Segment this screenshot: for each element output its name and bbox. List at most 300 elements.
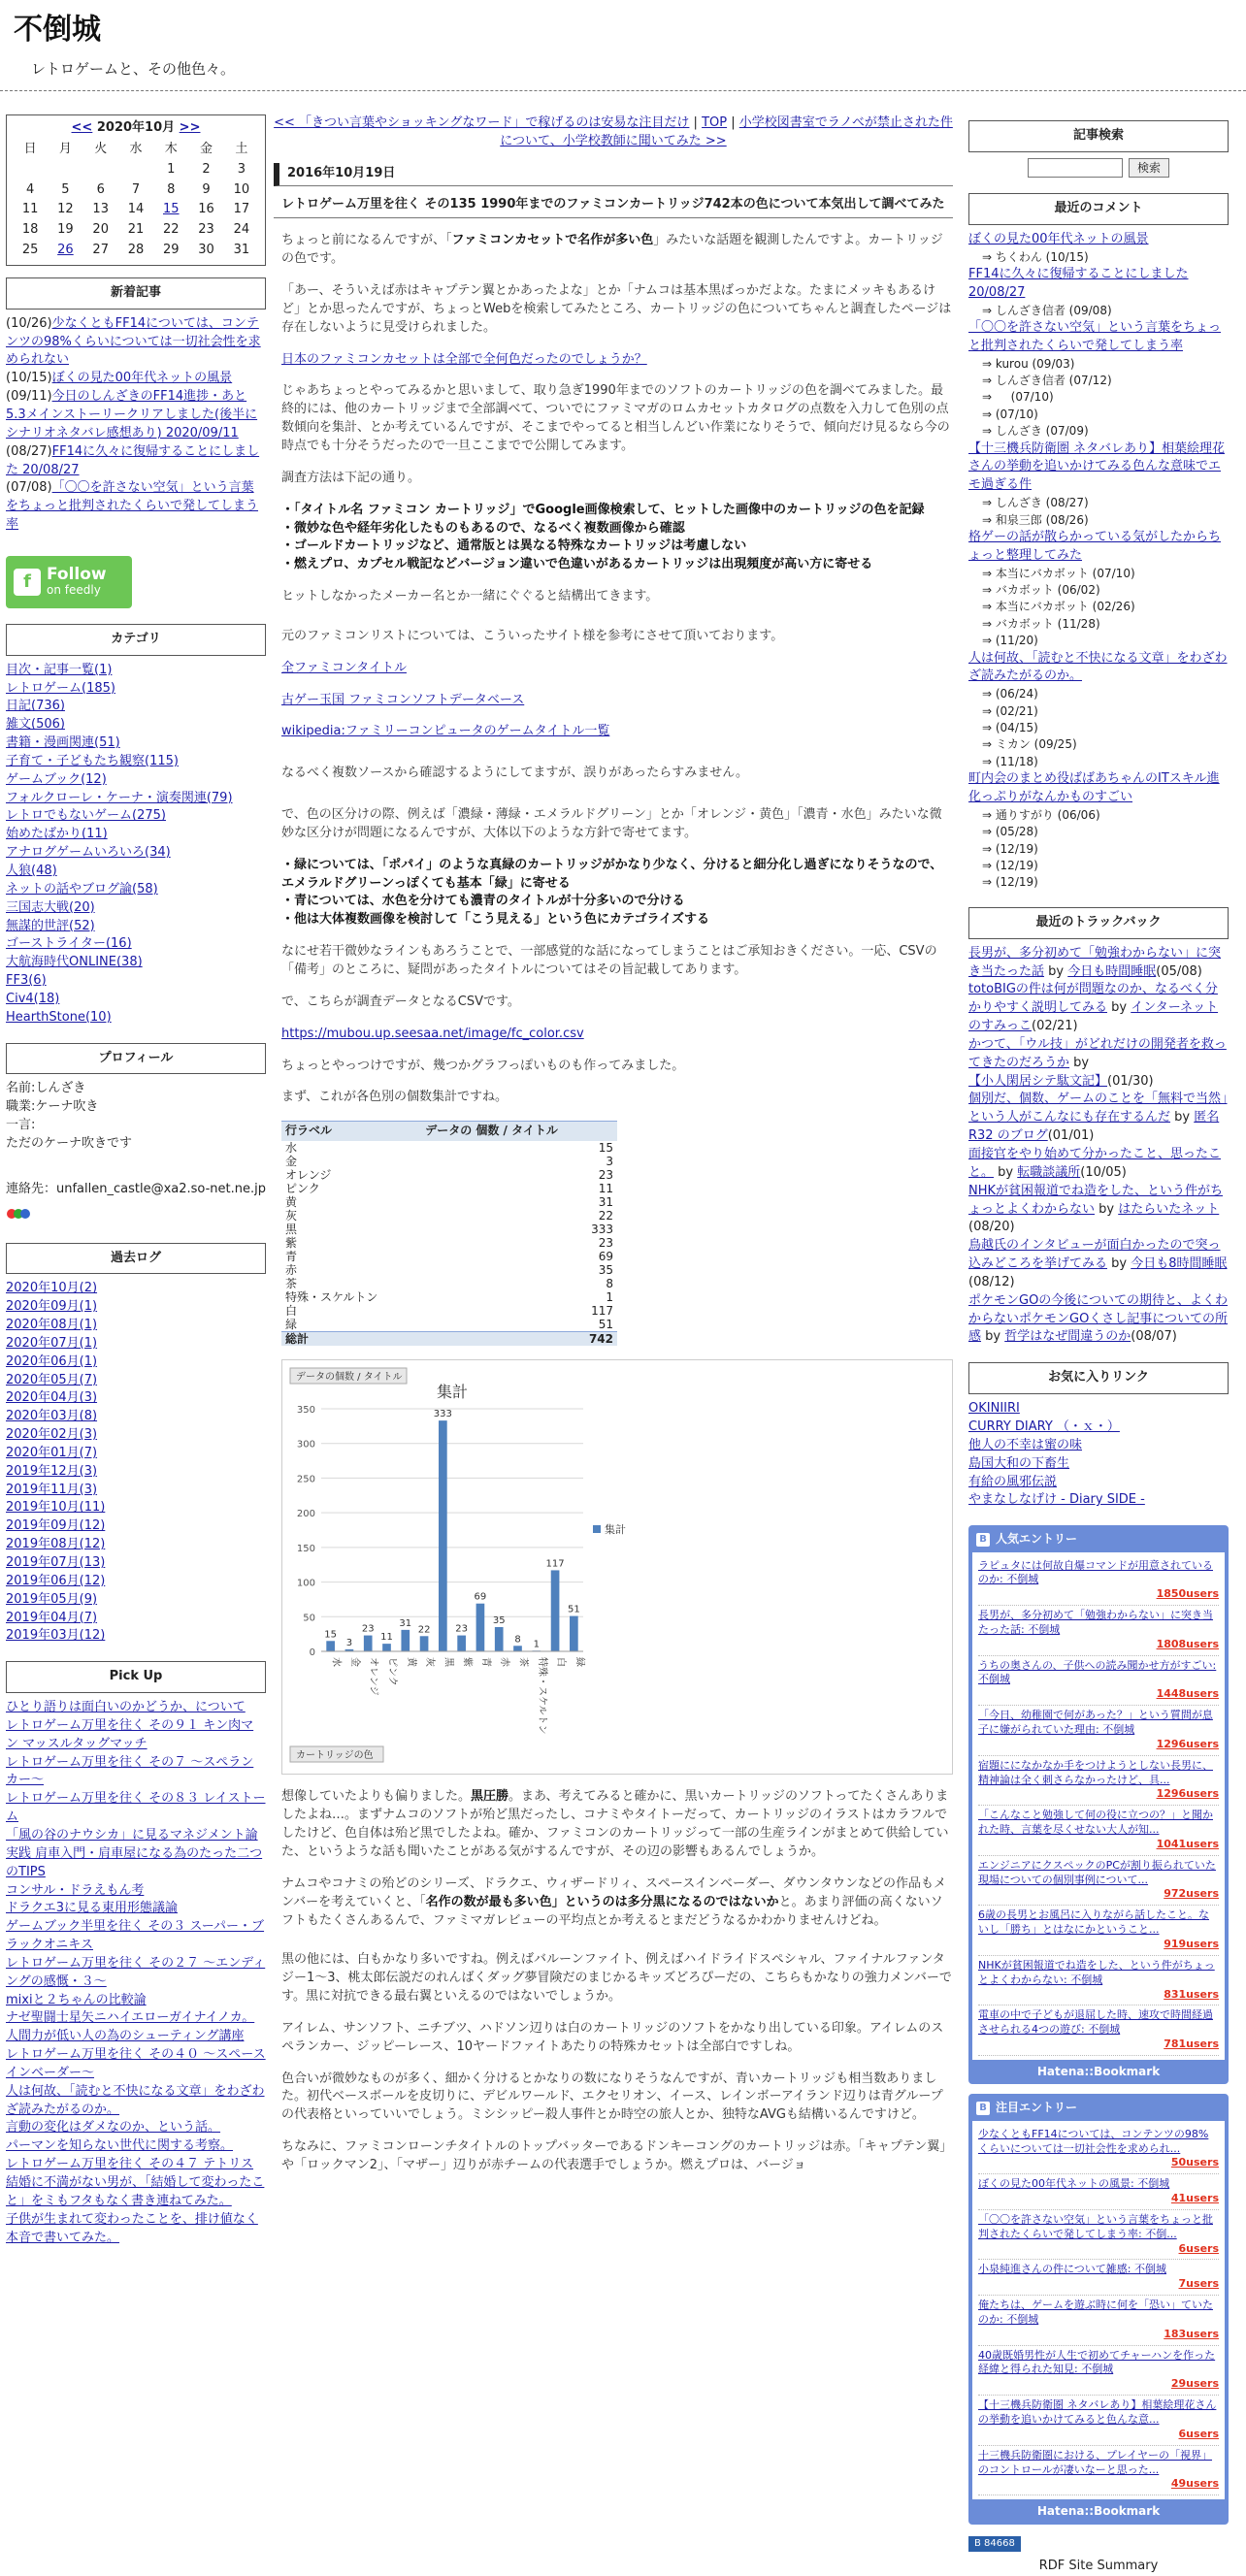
table-row <box>281 1263 617 1277</box>
category-link[interactable]: HearthStone(10) <box>6 1009 112 1025</box>
chart-x-tick: 茶 <box>517 1656 529 1667</box>
category-link[interactable]: 日記(736) <box>6 699 65 714</box>
list-item <box>6 771 266 790</box>
pickup-link[interactable]: レトロゲーム万里を往く その７ ～スペランカー～ <box>6 1754 254 1788</box>
calendar-day: 23 <box>198 222 214 238</box>
trackback-item <box>968 1091 1229 1146</box>
hatena-entry-link[interactable]: 「今日、幼稚園で何があった？」という質問が息子に嫌がられていた理由: 不倒城 <box>978 1709 1213 1737</box>
table-row <box>281 1236 617 1250</box>
calendar-day: 5 <box>61 181 70 197</box>
category-link[interactable]: 無謀的世評(52) <box>6 918 95 933</box>
hatena-entry-link[interactable]: 長男が、多分初めて「勉強わからない」に突き当たった話: 不倒城 <box>978 1609 1213 1636</box>
hatena-users-count[interactable]: 919users <box>1164 1937 1219 1950</box>
archive-link[interactable]: 2020年01月(7) <box>6 1445 98 1460</box>
bullet-line: ・燃えプロ、カプセル戦記などバージョン違いで色違いがあるカートリッジは出現頻度が高い方に寄せる <box>281 557 873 572</box>
pickup-link[interactable]: mixiと２ちゃんの比較論 <box>6 1992 147 2007</box>
hatena-users-count[interactable]: 1296users <box>1156 1787 1219 1801</box>
category-link[interactable]: 目次・記事一覧(1) <box>6 662 113 677</box>
comment-post-link[interactable]: FF14に久々に復帰することにしました 20/08/27 <box>968 266 1189 300</box>
chart-legend-swatch <box>593 1525 601 1533</box>
blog-badge-icon[interactable] <box>6 1207 266 1227</box>
chart-data-label: 333 <box>433 1408 452 1419</box>
list-item <box>6 2174 266 2211</box>
hatena-users-count[interactable]: 183users <box>1164 2327 1219 2340</box>
comment-entry[interactable]: ⇒ ちくわん (10/15) <box>982 249 1089 264</box>
trackback-source-link[interactable]: インターネットのすみっこ <box>968 1000 1219 1034</box>
comment-post-link[interactable]: 「〇〇を許さない空気」という言葉をちょっと批判されたくらいで発してしまう率 <box>968 320 1222 353</box>
calendar-day: 25 <box>21 243 39 258</box>
trackback-source-link[interactable]: 哲学はなぜ間違うのか <box>1004 1329 1131 1345</box>
trackback-by: by <box>1069 1055 1090 1070</box>
bookmark-counter[interactable]: B 84668 <box>968 2536 1021 2553</box>
pivot-label: 白 <box>285 1303 298 1318</box>
hatena-entry-link[interactable]: エンジニアにクスペックのPCが割り振られていた現場についての個別事例について... <box>978 1858 1216 1886</box>
comment-entry[interactable]: ⇒ (05/28) <box>982 825 1038 839</box>
archive-link[interactable]: 2019年07月(13) <box>6 1555 106 1570</box>
hatena-entry-link[interactable]: 6歳の長男とお風呂に入りながら話したこと。ないし「勝ち」とはなにかということ... <box>978 1908 1209 1937</box>
archive-link[interactable]: 2020年09月(1) <box>6 1299 98 1315</box>
calendar-day <box>13 160 48 180</box>
hatena-users-count[interactable]: 1448users <box>1156 1687 1219 1701</box>
category-link[interactable]: ゲームブック(12) <box>6 771 107 787</box>
comment-entry[interactable]: ⇒ 本当にバカボット (02/26) <box>982 600 1135 614</box>
pickup-link[interactable]: ドラクエ3に見る東用形態議論 <box>6 1901 179 1916</box>
question-link[interactable]: 日本のファミコンカセットは全部で全何色だったのでしょうか？ <box>281 351 647 367</box>
trackback-by: by <box>1107 1256 1131 1272</box>
pickup-link[interactable]: 子供が生まれて変わったことを、排け値なく本音で書いてみた。 <box>6 2211 258 2245</box>
category-link[interactable]: レトロゲーム(185) <box>6 680 115 696</box>
main-content <box>274 114 953 2189</box>
favorites-box <box>968 1362 1229 1510</box>
pivot-value: 35 <box>598 1262 613 1277</box>
hatena-entry-link[interactable]: ぼくの見た00年代ネットの風景: 不倒城 <box>978 2177 1170 2191</box>
pivot-label: 赤 <box>285 1262 298 1277</box>
hatena-entry <box>978 2446 1219 2496</box>
pickup-link[interactable]: 「風の谷のナウシカ」に見るマネジメント論 <box>6 1827 258 1842</box>
pivot-label: 特殊・スケルトン <box>285 1289 378 1304</box>
comment-entry[interactable]: ⇒ (11/18) <box>982 754 1038 768</box>
trackback-source-link[interactable]: はたらいたネット <box>1118 1201 1220 1217</box>
hatena-entry-link[interactable]: 「〇〇を許さない空気」という言葉をちょっと批判されたくらいで発してしまう率: 不倒... <box>978 2212 1213 2240</box>
calendar-weekday: 土 <box>235 141 248 156</box>
comment-group <box>968 529 1229 650</box>
comment-entry[interactable]: ⇒ (07/10) <box>982 407 1038 421</box>
chart-x-tick: 白 <box>555 1656 567 1667</box>
hatena-users-count[interactable]: 7users <box>1178 2277 1219 2291</box>
new-post-link[interactable]: 「〇〇を許さない空気」という言葉をちょっと批判されたくらいで発してしまう率 <box>6 480 259 533</box>
calendar-header <box>13 119 259 138</box>
hatena-users-count[interactable]: 41users <box>1170 2192 1219 2205</box>
list-item <box>6 2009 266 2028</box>
list-item <box>6 954 266 972</box>
archive-link[interactable]: 2019年09月(12) <box>6 1518 106 1534</box>
comment-post-link[interactable]: 格ゲーの話が散らかっている気がしたからちょっと整理してみた <box>968 529 1222 563</box>
trackback-source-link[interactable]: 転職談議所 <box>1017 1164 1081 1180</box>
chart-data-label: 22 <box>417 1623 431 1635</box>
next-post-link[interactable]: 小学校図書室でラノベが禁止された件について、小学校教師に聞いてみた >> <box>500 115 953 148</box>
chart-y-tick: 50 <box>303 1612 315 1623</box>
favorite-link[interactable]: 他人の不幸は蜜の味 <box>968 1437 1083 1452</box>
hatena-users-count[interactable]: 972users <box>1164 1887 1219 1901</box>
pivot-value: 23 <box>598 1167 613 1182</box>
post-paragraph: ナムコやコナミの殆どのシリーズ、ドラクエ、ウィザードリィ、スペースインベーダー、ダウンタウンなどの作品もメンバーを考えていくと、「名作の数が最も多い色」というのは多分黒になるのではないかと。あまり評価の高くないソフトもたくさんあるんで、ファミマガレビューの平均点とか考えるとまだどうなるかわかりませんけどね。 <box>281 1875 946 1928</box>
pickup-link[interactable]: レトロゲーム万里を往く その４０ ～スペースインベーダー～ <box>6 2047 266 2080</box>
hatena-users-count[interactable]: 29users <box>1170 2377 1219 2391</box>
comment-entry[interactable]: ⇒ (07/10) <box>982 390 1054 405</box>
comment-entry[interactable]: ⇒ しんざき (08/27) <box>982 496 1089 510</box>
comment-entry[interactable]: ⇒ (12/19) <box>982 841 1038 856</box>
trackback-link[interactable]: totoBIGの件は何が問題なのか、なるべく分かりやすく説明してみる <box>968 982 1218 1016</box>
calendar-weekday: 水 <box>129 141 143 156</box>
trackback-link[interactable]: 個別だ、個数、ゲームのことを「無料で当然」という人がこんなにも存在するんだ <box>968 1092 1228 1125</box>
bullet-line: ・微妙な色や経年劣化したものもあるので、なるべく複数画像から確認 <box>281 520 685 536</box>
hatena-entry-link[interactable]: 宿題にになかなか手をつけようとしない長男に、精神論は全く刺さらなかったけど、具... <box>978 1758 1213 1786</box>
list-item <box>6 1992 266 2010</box>
category-link[interactable]: レトロでもないゲーム(275) <box>6 808 166 824</box>
category-link[interactable]: ゴーストライター(16) <box>6 936 132 952</box>
category-link[interactable]: FF3(6) <box>6 973 47 989</box>
post-title: レトロゲーム万里を往く その135 1990年までのファミコンカートリッジ742本の色について本気出して調べてみた <box>274 196 953 219</box>
new-posts-title: 新着記事 <box>6 277 266 310</box>
archive-link[interactable]: 2020年03月(8) <box>6 1409 98 1424</box>
trackback-item <box>968 981 1229 1036</box>
pickup-link[interactable]: レトロゲーム万里を往く その２７ ～エンディングの感慨・３～ <box>6 1955 266 1989</box>
category-link[interactable]: Civ4(18) <box>6 991 60 1006</box>
calendar-day: 29 <box>162 243 180 258</box>
category-link[interactable]: 子育て・子どもたち観察(115) <box>6 753 179 768</box>
list-item <box>6 2119 266 2137</box>
list-item <box>6 2156 266 2174</box>
new-post-item <box>6 370 266 388</box>
trackback-by: by <box>1095 1201 1119 1217</box>
comment-entry[interactable]: ⇒ kurou (09/03) <box>982 356 1075 371</box>
list-item <box>6 1573 266 1591</box>
top-link[interactable]: TOP <box>702 115 728 130</box>
pickup-link[interactable]: パーマンを知らない世代に関する考察。 <box>6 2138 234 2154</box>
calendar-day: 13 <box>92 202 109 217</box>
category-link[interactable]: 書籍・漫画関連(51) <box>6 735 120 751</box>
chart-bar <box>401 1629 410 1650</box>
profile-word-label: 一言: <box>6 1118 36 1133</box>
archive-link[interactable]: 2019年05月(9) <box>6 1591 98 1607</box>
pickup-link[interactable]: ナゼ聖闘士星矢ニハイエローガイナイノカ。 <box>6 2010 255 2026</box>
trackback-source-link[interactable]: 匿名 R32 のブログ <box>968 1110 1220 1144</box>
favorite-link[interactable]: 有給の風邪伝説 <box>968 1474 1058 1489</box>
chart-x-tick: 赤 <box>499 1656 510 1667</box>
trackback-source-link[interactable]: 今日も8時間睡眠 <box>1131 1256 1228 1272</box>
pivot-header-value: データの 個数 / タイトル <box>421 1122 617 1141</box>
hatena-entry <box>978 1606 1219 1656</box>
archive-link[interactable]: 2019年03月(12) <box>6 1628 106 1644</box>
hatena-users-count[interactable]: 781users <box>1164 2038 1219 2051</box>
list-item <box>968 1491 1229 1510</box>
calendar-day-link[interactable]: 26 <box>57 243 74 258</box>
hatena-footer[interactable]: Hatena::Bookmark <box>1036 2064 1161 2078</box>
calendar-week <box>13 220 259 241</box>
category-link[interactable]: 三国志大戦(20) <box>6 899 95 915</box>
trackback-item <box>968 945 1229 982</box>
comment-entry[interactable]: ⇒ しんざき (07/09) <box>982 424 1089 439</box>
list-item <box>6 1482 266 1500</box>
archive-link[interactable]: 2020年02月(3) <box>6 1427 98 1443</box>
trackback-by: by <box>1044 963 1068 979</box>
pivot-value: 22 <box>598 1208 613 1223</box>
category-link[interactable]: 大航海時代ONLINE(38) <box>6 955 143 970</box>
comment-entry[interactable]: ⇒ バカボット (06/02) <box>982 583 1100 598</box>
calendar-weekday: 木 <box>164 141 178 156</box>
list-item <box>6 918 266 936</box>
category-link[interactable]: 始めたばかり(11) <box>6 827 108 842</box>
post-paragraph: ちなみに、ファミコンローンチタイトルのトップバッターであるドンキーコングのカートリッジは赤。「キャプテン翼」や「ロックマン2」、「マザー」辺りが赤チームの代表選手でしょうか。燃えプロは、バージョ <box>281 2139 953 2172</box>
hatena-entry <box>978 2346 1219 2397</box>
pickup-link[interactable]: 人は何故、「読むと不快になる文章」をわざわざ読みたがるのか。 <box>6 2083 265 2117</box>
post-paragraph: 黒の他には、白もかなり多いですね。例えばバルーンファイト、例えばハイドライドスペシャル、ファイナルファンタジー1～3、桃太郎伝説だのれんばくダッグ夢冒険だのまじかるキッズどろぴーだの、こちらもかなりの強力メンバーです。黒に対抗できる最右翼といえるのではないでしょうか。 <box>281 1952 952 2005</box>
category-link[interactable]: アナログゲームいろいろ(34) <box>6 845 171 861</box>
pivot-label: オレンジ <box>285 1167 332 1182</box>
hatena-notable-title: 注目エントリー <box>996 2101 1078 2115</box>
chart-y-tick: 250 <box>296 1474 315 1485</box>
list-item <box>6 1536 266 1554</box>
profile-title: プロフィール <box>6 1043 266 1075</box>
pickup-link[interactable]: ゲームブック半里を往く その３ スーパー・ブラックオニキス <box>6 1919 265 1953</box>
hatena-entry-link[interactable]: 少なくともFF14については、コンテンツの98%くらいについては一切社会性を求められ... <box>978 2127 1209 2155</box>
comment-post-link[interactable]: 人は何故、「読むと不快になる文章」をわざわざ読みたがるのか。 <box>968 650 1228 684</box>
new-post-link[interactable]: 今日のしんざきのFF14進捗・あと5.3メインストーリークリアしました(後半にシナリオネタバレ感想あり) 2020/09/11 <box>6 389 258 440</box>
hatena-users-count[interactable]: 1808users <box>1156 1637 1219 1650</box>
list-item <box>6 2211 266 2248</box>
hatena-entry-link[interactable]: 40歳既婚男性が人生で初めてチャーハンを作った経緯と得られた知見: 不倒城 <box>978 2348 1216 2376</box>
calendar-next-link[interactable]: >> <box>179 120 201 135</box>
comment-entry[interactable]: ⇒ 和泉三郎 (08/26) <box>982 512 1089 527</box>
category-link[interactable]: 人狼(48) <box>6 864 57 878</box>
archive-link[interactable]: 2020年08月(1) <box>6 1318 98 1333</box>
comment-entry[interactable]: ⇒ (12/19) <box>982 875 1038 890</box>
pivot-label: 緑 <box>285 1317 298 1331</box>
hatena-popular-widget <box>968 1525 1229 2084</box>
comment-post-link[interactable]: 【十三機兵防衛圏 ネタバレあり】相葉絵理花さんの挙動を追いかけてみる色んな意味でエモ過ぎる件 <box>968 440 1226 493</box>
new-post-date: (10/15) <box>6 371 52 386</box>
hatena-users-count[interactable]: 1850users <box>1156 1587 1219 1601</box>
hatena-entry-link[interactable]: うちの奥さんの、子供への読み聞かせ方がすごい: 不倒城 <box>978 1658 1217 1686</box>
comment-post-link[interactable]: 町内会のまとめ役ばばあちゃんのITスキル進化っぷりがなんかものすごい <box>968 771 1220 805</box>
hatena-users-count[interactable]: 1041users <box>1156 1837 1219 1850</box>
method-intro: 調査方法は下記の通り。 <box>281 470 421 485</box>
trackback-link[interactable]: NHKが貧困報道でね造をした、という件がちょっとよくわからない <box>968 1183 1224 1217</box>
calendar-day: 10 <box>233 181 250 197</box>
pickup-link[interactable]: レトロゲーム万里を往く その４７ テトリス <box>6 2157 254 2172</box>
feedly-sublabel: on feedly <box>47 583 101 598</box>
feedly-follow-button[interactable] <box>6 556 132 608</box>
comment-entry[interactable]: ⇒ しんざき信者 (07/12) <box>982 374 1112 388</box>
archive-link[interactable]: 2020年07月(1) <box>6 1335 98 1351</box>
chart-x-tick: 紫 <box>461 1656 473 1667</box>
archive-link[interactable]: 2020年04月(3) <box>6 1390 98 1406</box>
new-post-link[interactable]: ぼくの見た00年代ネットの風景 <box>51 371 233 386</box>
new-post-link[interactable]: FF14に久々に復帰することにしました 20/08/27 <box>6 443 260 477</box>
archive-link[interactable]: 2019年11月(3) <box>6 1482 98 1497</box>
site-title[interactable]: 不倒城 <box>14 13 101 47</box>
chart-x-tick: 緑 <box>574 1656 585 1667</box>
chart-bar <box>420 1636 429 1651</box>
pivot-value: 51 <box>598 1317 613 1331</box>
new-post-item <box>6 443 266 480</box>
hatena-entry-link[interactable]: 電車の中で子どもが退屈した時、速攻で時間経過させられる4つの遊び: 不倒城 <box>978 2008 1213 2037</box>
pickup-link[interactable]: 人間力が低い人の為のシューティング講座 <box>6 2029 245 2044</box>
pickup-link[interactable]: コンサル・ドラえもん考 <box>6 1882 145 1898</box>
archive-link[interactable]: 2020年06月(1) <box>6 1353 98 1369</box>
calendar-prev-link[interactable]: << <box>71 120 93 135</box>
post-paragraph: で、色の区分けの際、例えば「濃緑・薄緑・エメラルドグリーン」とか「オレンジ・黄色」「濃青・水色」みたいな微妙な区分けが問題になるんですが、大体以下のような方針で寄せてます。 <box>281 807 942 840</box>
search-button[interactable]: 検索 <box>1129 158 1169 178</box>
hatena-users-count[interactable]: 831users <box>1164 1987 1219 2001</box>
comment-entry[interactable]: ⇒ (04/15) <box>982 721 1038 735</box>
calendar-day-link[interactable]: 15 <box>162 202 180 217</box>
categories-title: カテゴリ <box>6 624 266 656</box>
post-date: 2016年10月19日 <box>274 163 953 186</box>
recent-comments-box <box>968 193 1229 892</box>
pickup-link[interactable]: 言動の変化はダメなのか、という話。 <box>6 2120 221 2136</box>
pickup-link[interactable]: ひとり語りは面白いのかどうか、について <box>6 1700 246 1715</box>
hatena-entry-link[interactable]: 十三機兵防衛圏における、プレイヤーの「視界」のコントロールが凄いなーと思った... <box>978 2448 1213 2476</box>
hatena-entry-link[interactable]: 「こんなこと勉強して何の役に立つの？」と聞かれた時、言葉を尽くせない大人が知... <box>978 1809 1213 1837</box>
table-row-total <box>281 1331 617 1346</box>
hatena-entry-link[interactable]: 【十三機兵防衛圏 ネタバレあり】相葉絵理花さんの挙動を追いかけてみると色んな意... <box>978 2398 1217 2427</box>
trackbacks-list <box>968 945 1229 1348</box>
comment-entry[interactable]: ⇒ ミカン (09/25) <box>982 737 1077 752</box>
trackback-link[interactable]: 面接官をやり始めて分かったこと、思ったこと。 <box>968 1147 1222 1180</box>
archive-link[interactable]: 2019年04月(7) <box>6 1610 98 1625</box>
trackback-source-link[interactable]: 【小人閑居シテ駄文記】 <box>968 1073 1108 1089</box>
calendar-day <box>153 200 188 220</box>
favorite-link[interactable]: やまなしなげけ - Diary SIDE - <box>968 1492 1145 1508</box>
calendar-day: 22 <box>162 222 180 238</box>
prev-post-link[interactable]: << 「きつい言葉やショッキングなワード」で稼げるのは安易な注目だけ <box>274 115 690 130</box>
hatena-entry <box>978 2125 1219 2175</box>
category-link[interactable]: ネットの話やブログ論(58) <box>6 881 158 897</box>
source-link[interactable]: wikipedia:ファミリーコンピュータのゲームタイトル一覧 <box>281 724 610 739</box>
hatena-entry <box>978 2296 1219 2346</box>
archive-link[interactable]: 2020年05月(7) <box>6 1372 98 1387</box>
pickup-link[interactable]: 実践 肩車入門・肩車屋になる為のたった二つのTIPS <box>6 1845 263 1879</box>
list-item <box>6 1790 266 1827</box>
hatena-notable-widget <box>968 2094 1229 2524</box>
chart-bar <box>439 1420 447 1651</box>
comment-entry[interactable]: ⇒ バカボット (11/28) <box>982 616 1100 631</box>
calendar-day: 24 <box>233 222 250 238</box>
new-post-link[interactable]: 少なくともFF14については、コンテンツの98%くらいについては一切社会性を求められない <box>6 315 261 368</box>
pivot-value: 117 <box>591 1303 613 1318</box>
favorite-link[interactable]: CURRY DIARY （・ｘ・） <box>968 1418 1120 1434</box>
hatena-users-count[interactable]: 1296users <box>1156 1737 1219 1750</box>
hatena-users-count[interactable]: 6users <box>1178 2241 1219 2255</box>
comment-entry[interactable]: ⇒ (12/19) <box>982 859 1038 873</box>
archive-link[interactable]: 2020年10月(2) <box>6 1281 98 1296</box>
csv-link[interactable]: https://mubou.up.seesaa.net/image/fc_color.csv <box>281 1026 584 1041</box>
comment-group <box>968 440 1229 529</box>
search-input[interactable] <box>1028 158 1123 178</box>
archive-link[interactable]: 2019年06月(12) <box>6 1573 106 1588</box>
comment-entry[interactable]: ⇒ 通りすがり (06/06) <box>982 807 1100 822</box>
comment-entry[interactable]: ⇒ (11/20) <box>982 634 1038 648</box>
favorite-link[interactable]: OKINIIRI <box>968 1401 1020 1417</box>
search-title: 記事検索 <box>968 120 1229 152</box>
hatena-footer[interactable]: Hatena::Bookmark <box>1036 2504 1161 2519</box>
post-paragraph: なるべく複数ソースから確認するようにしてますが、誤りがあったらすみません。 <box>281 766 749 781</box>
post-paragraph: 「あー、そういえば赤はキャプテン翼とかあったよな」とか「ナムコは基本黒ばっかだよな。たまにメッキもあるけど」とか思ったんですが、ちょっとWebを検索してみたところ、カートリッジの色についてちゃんと調査したページは存在しないように見受けられました。 <box>281 283 952 335</box>
comment-entry[interactable]: ⇒ しんざき信者 (09/08) <box>982 303 1112 317</box>
hatena-entry-link[interactable]: NHKが貧困報道でね造をした、という件がちょっとよくわからない: 不倒城 <box>978 1958 1215 1986</box>
calendar-day: 7 <box>131 181 141 197</box>
categories-list <box>6 662 266 1027</box>
rdf-site-summary[interactable]: RDF Site Summary <box>1038 2559 1159 2574</box>
calendar-day: 9 <box>202 181 211 197</box>
pickup-link[interactable]: レトロゲーム万里を往く その８３ レイストーム <box>6 1791 266 1825</box>
table-row <box>281 1290 617 1304</box>
trackback-source-link[interactable]: 今日も時間睡眠 <box>1067 963 1157 979</box>
trackback-link[interactable]: かつて、「ウル技」がどれだけの開発者を救ってきたのだろうか <box>968 1036 1227 1070</box>
calendar-day: 27 <box>92 243 109 258</box>
source-link[interactable]: 古ゲー玉国 ファミコンソフトデータベース <box>281 692 525 707</box>
favorite-link[interactable]: 島国大和の下畜生 <box>968 1455 1070 1471</box>
hatena-entry-link[interactable]: 俺たちは、ゲームを遊ぶ時に何を「恐い」ていたのか: 不倒城 <box>978 2299 1213 2326</box>
pickup-link[interactable]: 結婚に不満がない男が、「結婚して変わったこと」をミもフタもなく書き連ねてみた。 <box>6 2175 265 2208</box>
chart-title: 集計 <box>436 1382 469 1401</box>
table-row <box>281 1209 617 1223</box>
new-posts-list <box>6 315 266 535</box>
list-item <box>6 863 266 881</box>
post-paragraph: ちょっと前になるんですが、「ファミコンカセットで名作が多い色」みたいな話題を観測したんですよ。カートリッジの色です。 <box>281 233 943 267</box>
comment-post-link[interactable]: ぼくの見た00年代ネットの風景 <box>968 231 1149 246</box>
trackback-link[interactable]: 長男が、多分初めて「勉強わからない」に突き当たった話 <box>968 945 1222 979</box>
list-item <box>968 1418 1229 1437</box>
source-link[interactable]: 全ファミコンタイトル <box>281 660 407 675</box>
archive-link[interactable]: 2019年08月(12) <box>6 1537 106 1552</box>
calendar-week <box>13 200 259 220</box>
chart-x-tick: 黒 <box>443 1656 454 1667</box>
comment-entry[interactable]: ⇒ (02/21) <box>982 703 1038 718</box>
hatena-users-count[interactable]: 50users <box>1170 2156 1219 2169</box>
category-link[interactable]: 雑文(506) <box>6 717 65 733</box>
comment-entry[interactable]: ⇒ (06/24) <box>982 687 1038 701</box>
calendar-day <box>83 160 118 180</box>
table-row <box>281 1182 617 1195</box>
hatena-entry-link[interactable]: ラピュタには何故自爆コマンドが用意されているのか: 不倒城 <box>978 1558 1213 1586</box>
trackback-link[interactable]: 鳥越氏のインタビューが面白かったので突っ込みどころを挙げてみる <box>968 1238 1221 1272</box>
profile-contact: 連絡先：unfallen_castle@xa2.so-net.ne.jp <box>6 1181 266 1196</box>
list-item <box>6 844 266 863</box>
chart-data-label: 23 <box>455 1623 469 1635</box>
archive-link[interactable]: 2019年12月(3) <box>6 1463 98 1479</box>
hatena-entry-link[interactable]: 小泉純進さんの件について雑感: 不倒城 <box>978 2263 1166 2276</box>
calendar-day: 18 <box>21 222 39 238</box>
list-item <box>6 1499 266 1517</box>
list-item <box>6 1463 266 1482</box>
trackback-date: (01/30) <box>1107 1073 1154 1089</box>
comment-entry[interactable]: ⇒ 本当にバカボット (07/10) <box>982 566 1135 580</box>
archive-link[interactable]: 2019年10月(11) <box>6 1500 106 1516</box>
pivot-value: 1 <box>606 1289 613 1304</box>
trackback-link[interactable]: ポケモンGOの今後についての期待と、よくわからないポケモンGOくさし記事についての所感 <box>968 1292 1229 1345</box>
hatena-users-count[interactable]: 6users <box>1178 2427 1219 2440</box>
category-link[interactable]: フォルクローレ・ケーナ・演奏関連(79) <box>6 790 233 805</box>
calendar-day: 17 <box>233 202 250 217</box>
hatena-users-count[interactable]: 49users <box>1170 2477 1219 2491</box>
calendar-day <box>48 160 82 180</box>
calendar-week <box>13 241 259 261</box>
chart-axis-button-label: カートリッジの色 <box>296 1749 374 1761</box>
pickup-link[interactable]: レトロゲーム万里を往く その９１ キン肉マン マッスルタッグマッチ <box>6 1717 254 1751</box>
calendar-weekday: 火 <box>94 141 108 156</box>
